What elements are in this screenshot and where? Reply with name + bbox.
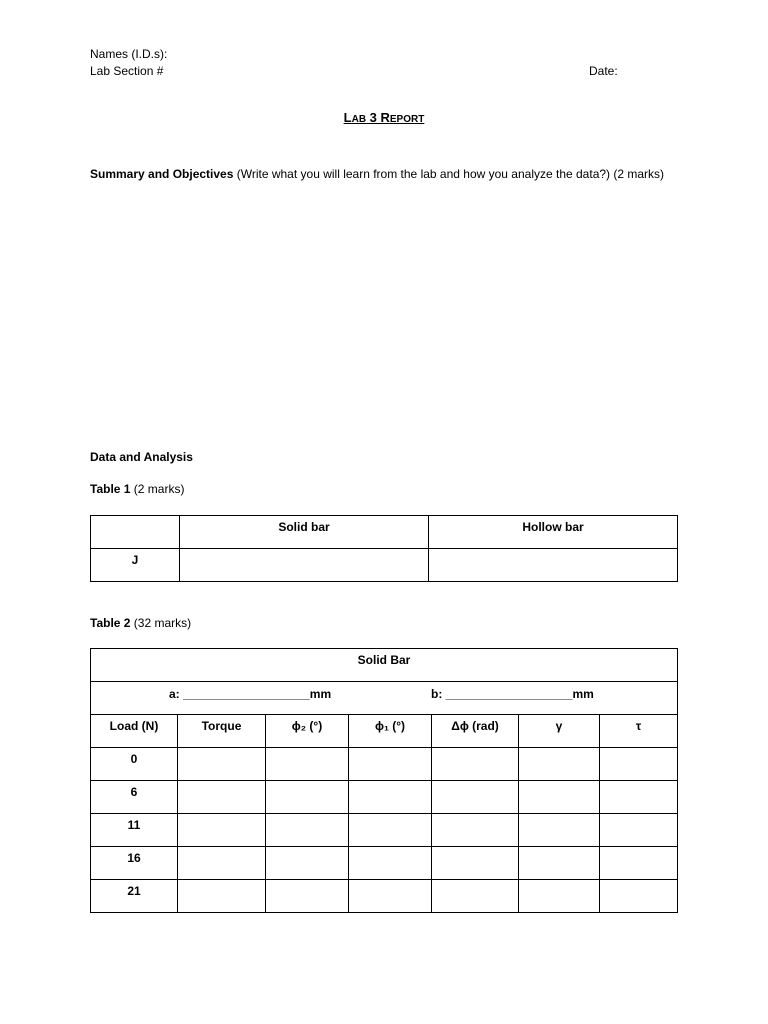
data-cell[interactable] <box>432 847 519 880</box>
table2-header-cell <box>266 715 349 748</box>
data-cell[interactable] <box>266 748 349 781</box>
table2-caption-marks: (32 marks) <box>130 616 192 630</box>
title-cap-l: L <box>343 110 352 125</box>
data-cell[interactable] <box>349 880 432 913</box>
data-cell[interactable] <box>349 814 432 847</box>
table1-row-label <box>91 549 180 582</box>
data-cell[interactable] <box>519 880 600 913</box>
table1 <box>90 515 678 582</box>
table-row <box>91 781 678 814</box>
date-label: Date: <box>589 64 618 78</box>
load-cell <box>91 847 178 880</box>
data-analysis-heading: Data and Analysis <box>90 450 193 464</box>
table2-title-cell <box>91 649 678 682</box>
table1-header-row <box>91 516 678 549</box>
title-sc-ab: AB <box>351 114 367 125</box>
table1-header-cell <box>429 516 678 549</box>
load-value: 11 <box>127 818 141 832</box>
table2-header-cell <box>178 715 266 748</box>
table-row <box>91 748 678 781</box>
title-mid: 3 R <box>366 110 390 125</box>
data-cell[interactable] <box>600 847 678 880</box>
table1-header-text: Hollow bar <box>522 520 584 534</box>
table2-header-cell <box>519 715 600 748</box>
table1-cell[interactable] <box>180 549 429 582</box>
data-cell[interactable] <box>519 814 600 847</box>
title-sc-eport: EPORT <box>389 114 425 125</box>
load-value: 0 <box>130 752 138 766</box>
names-label: Names (I.D.s): <box>90 47 168 61</box>
table2-title-row <box>91 649 678 682</box>
table1-header-text <box>91 516 179 520</box>
table2-header-cell <box>600 715 678 748</box>
data-cell[interactable] <box>432 748 519 781</box>
data-cell[interactable] <box>600 814 678 847</box>
data-cell[interactable] <box>519 781 600 814</box>
data-cell[interactable] <box>432 880 519 913</box>
summary-section <box>90 163 680 185</box>
table1-cell[interactable] <box>429 549 678 582</box>
data-cell[interactable] <box>178 781 266 814</box>
table1-caption <box>90 482 184 496</box>
gamma-header: γ <box>555 719 563 733</box>
phi2-header: ϕ₂ (°) <box>291 719 323 733</box>
dimension-a-field[interactable]: a: ___________________mm <box>169 687 332 701</box>
load-cell <box>91 781 178 814</box>
load-value: 21 <box>127 884 141 898</box>
data-cell[interactable] <box>266 814 349 847</box>
data-cell[interactable] <box>432 781 519 814</box>
load-cell <box>91 880 178 913</box>
load-header: Load (N) <box>109 719 159 733</box>
table1-header-text: Solid bar <box>278 520 330 534</box>
summary-instruction: (Write what you will learn from the lab and how you analyze the data?) (2 marks) <box>233 167 665 181</box>
table-row <box>91 814 678 847</box>
data-cell[interactable] <box>600 880 678 913</box>
table1-caption-label: Table 1 <box>90 482 131 496</box>
tau-header: τ <box>635 719 642 733</box>
table2-dimensions-cell <box>91 682 678 715</box>
data-cell[interactable] <box>178 880 266 913</box>
phi1-header: ϕ₁ (°) <box>374 719 406 733</box>
data-cell[interactable] <box>178 748 266 781</box>
torque-header: Torque <box>201 719 242 733</box>
data-cell[interactable] <box>600 748 678 781</box>
load-value: 6 <box>130 785 138 799</box>
table1-row <box>91 549 678 582</box>
data-cell[interactable] <box>519 748 600 781</box>
table2-header-cell <box>91 715 178 748</box>
page-title <box>0 110 768 125</box>
table1-row-label-text: J <box>131 553 139 567</box>
table2-caption <box>90 616 191 630</box>
load-cell <box>91 814 178 847</box>
load-value: 16 <box>127 851 141 865</box>
data-cell[interactable] <box>178 814 266 847</box>
table1-header-cell <box>180 516 429 549</box>
table2 <box>90 648 678 913</box>
data-cell[interactable] <box>519 847 600 880</box>
table-row <box>91 847 678 880</box>
table1-header-cell <box>91 516 180 549</box>
data-cell[interactable] <box>432 814 519 847</box>
table2-header-cell <box>349 715 432 748</box>
data-cell[interactable] <box>266 880 349 913</box>
table2-dimensions-row <box>91 682 678 715</box>
delta-phi-header: Δϕ (rad) <box>451 719 499 733</box>
summary-heading: Summary and Objectives <box>90 167 234 181</box>
data-cell[interactable] <box>266 781 349 814</box>
table1-caption-marks: (2 marks) <box>130 482 185 496</box>
data-cell[interactable] <box>266 847 349 880</box>
table-row <box>91 880 678 913</box>
table2-header-cell <box>432 715 519 748</box>
data-cell[interactable] <box>349 847 432 880</box>
table2-caption-label: Table 2 <box>90 616 131 630</box>
data-cell[interactable] <box>349 748 432 781</box>
lab-section-label: Lab Section # <box>90 64 164 78</box>
table2-header-row <box>91 715 678 748</box>
table2-title: Solid Bar <box>357 653 411 667</box>
load-cell <box>91 748 178 781</box>
data-cell[interactable] <box>349 781 432 814</box>
data-cell[interactable] <box>600 781 678 814</box>
dimension-b-field[interactable]: b: ___________________mm <box>431 687 594 701</box>
data-cell[interactable] <box>178 847 266 880</box>
